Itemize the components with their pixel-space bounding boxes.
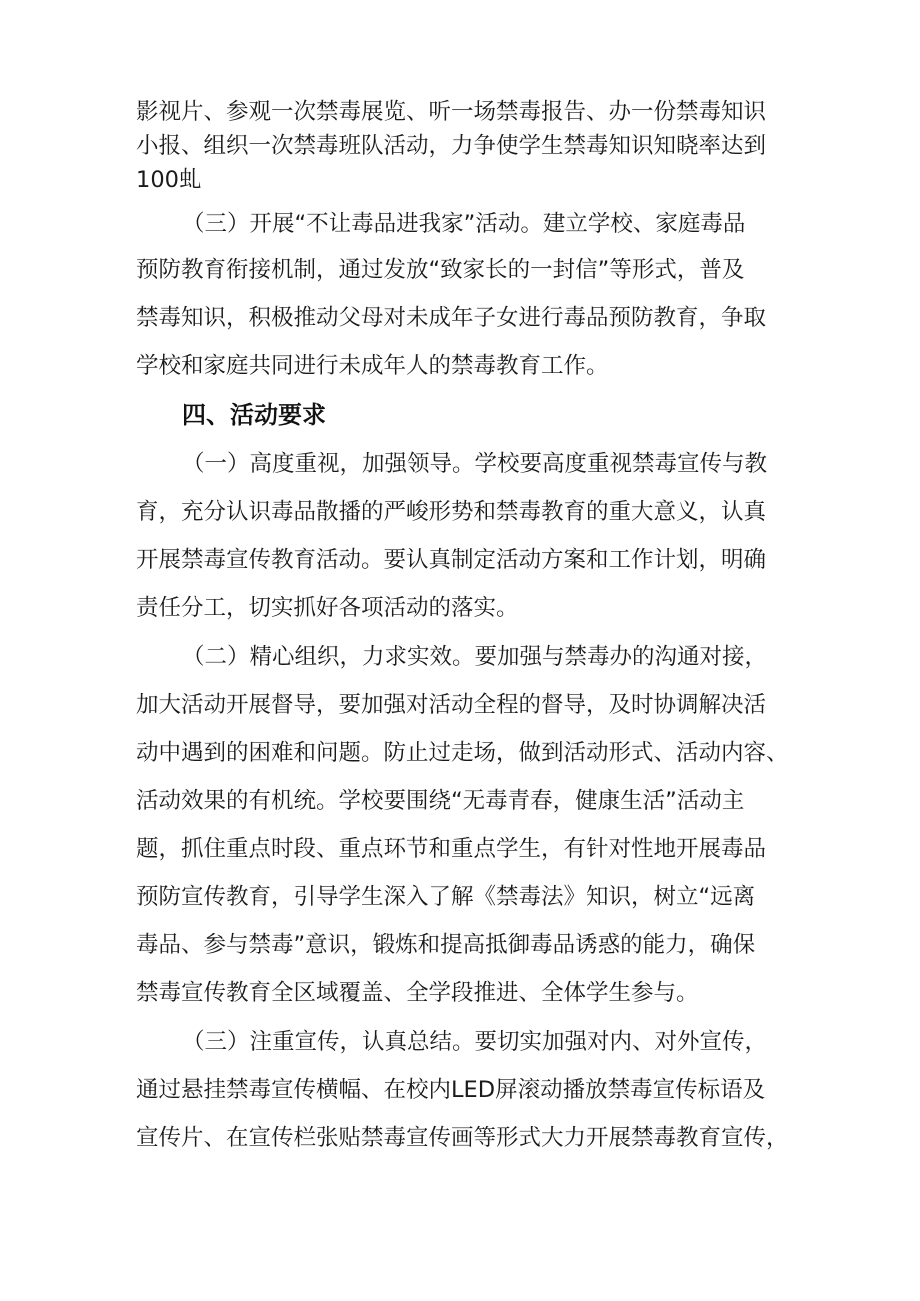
paragraph-line: 开展禁毒宣传教育活动。要认真制定活动方案和工作计划，明确 [136,547,767,573]
paragraph-line: 小报、组织一次禁毒班队活动，力争使学生禁毒知识知晓率达到 [136,133,767,159]
paragraph-line: 宣传片、在宣传栏张贴禁毒宣传画等形式大力开展禁毒教育宣传， [136,1125,789,1151]
paragraph-line: 禁毒知识，积极推动父母对未成年子女进行毒品预防教育，争取 [136,305,767,331]
paragraph-line: （一）高度重视，加强领导。学校要高度重视禁毒宣传与教 [182,451,768,477]
paragraph-line: （三）注重宣传，认真总结。要切实加强对内、对外宣传， [182,1029,768,1055]
paragraph-line: 加大活动开展督导，要加强对活动全程的督导，及时协调解决活 [136,692,767,718]
paragraph-line: 活动效果的有机统。学校要围绕“无毒青春，健康生活”活动主 [136,788,745,814]
paragraph-line: （三）开展“不让毒品进我家”活动。建立学校、家庭毒品 [182,211,746,237]
paragraph-line: 题，抓住重点时段、重点环节和重点学生，有针对性地开展毒品 [136,836,767,862]
section-heading: 四、活动要求 [182,401,326,429]
paragraph-line: 责任分工，切实抓好各项活动的落实。 [136,595,519,621]
paragraph-line: 100虬 [136,167,202,193]
paragraph-line: 毒品、参与禁毒”意识，锻炼和提高抵御毒品诱惑的能力，确保 [136,932,756,958]
paragraph-line: （二）精心组织，力求实效。要加强与禁毒办的沟通对接， [182,644,768,670]
paragraph-line: 禁毒宣传教育全区域覆盖、全学段推进、全体学生参与。 [136,980,699,1006]
paragraph-line: 通过悬挂禁毒宣传横幅、在校内LED屏滚动播放禁毒宣传标语及 [136,1077,766,1103]
paragraph-line: 影视片、参观一次禁毒展览、听一场禁毒报告、办一份禁毒知识 [136,99,767,125]
paragraph-line: 预防宣传教育，引导学生深入了解《禁毒法》知识，树立“远离 [136,884,756,910]
paragraph-line: 学校和家庭共同进行未成年人的禁毒教育工作。 [136,353,609,379]
paragraph-line: 育，充分认识毒品散播的严峻形势和禁毒教育的重大意义，认真 [136,499,767,525]
paragraph-line: 预防教育衔接机制，通过发放“致家长的一封信”等形式，普及 [136,257,745,283]
paragraph-line: 动中遇到的困难和问题。防止过走场，做到活动形式、活动内容、 [136,740,789,766]
